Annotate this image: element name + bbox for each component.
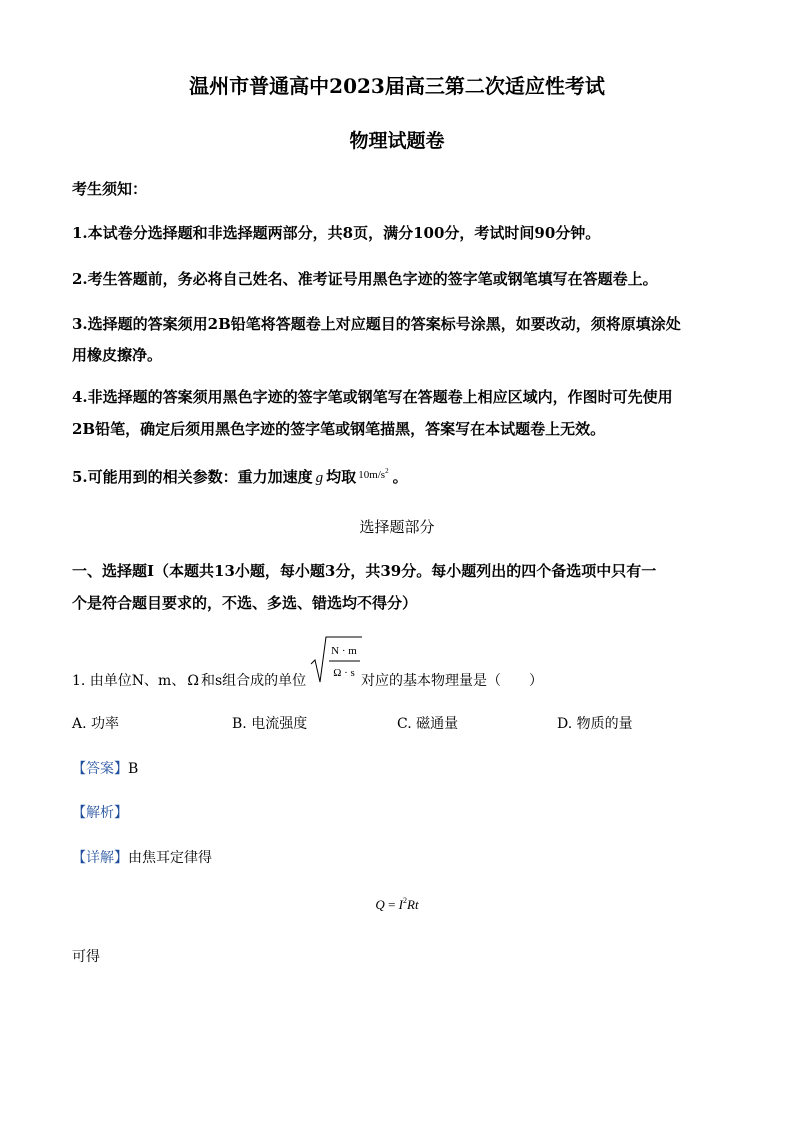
question-1-stem: [72, 670, 306, 690]
question-1-stem-prefix: 1. 由单位N、m、: [72, 673, 186, 689]
gravity-value-text: 10m/s: [358, 469, 386, 481]
notice-item-3-cont: 用橡皮擦净。: [72, 346, 163, 364]
omega-symbol: Ω: [187, 673, 199, 689]
notice-item-4-cont: 2B铅笔，确定后须用黑色字迹的签字笔或钢笔描黑，答案写在本试题卷上无效。: [72, 420, 606, 438]
result-text: 可得: [72, 949, 100, 965]
notice-item-5: [72, 466, 408, 487]
gravity-value-exponent: 2: [385, 467, 389, 475]
notice-item-4: 4.非选择题的答案须用黑色字迹的签字笔或钢笔写在答题卷上相应区域内，作图时可先使用: [72, 388, 673, 406]
sqrt-fraction-formula: [309, 634, 363, 686]
answer-line: [72, 758, 138, 778]
notice-item-3: 3.选择题的答案须用2B铅笔将答题卷上对应题目的答案标号涂黑，如要改动，须将原填涂处: [72, 315, 681, 333]
option-a: A. 功率: [72, 716, 120, 732]
notice-item-5-mid: 均取: [326, 468, 357, 486]
gravity-symbol: g: [315, 470, 324, 486]
option-c: C. 磁通量: [397, 716, 459, 732]
formula-lhs: Q: [375, 897, 385, 912]
section-title: 选择题部分: [359, 518, 435, 536]
fraction-denominator: Ω · s: [333, 667, 355, 679]
question-1-stem-suffix: 对应的基本物理量是（ ）: [361, 673, 543, 689]
answer-value: B: [128, 761, 139, 777]
formula-current: I: [398, 897, 403, 912]
gravity-value: [356, 469, 388, 481]
notice-heading: 考生须知：: [72, 180, 148, 198]
document-title: 温州市普通高中2023届高三第二次适应性考试: [189, 74, 605, 98]
detail-tag: 【详解】: [72, 850, 128, 866]
option-d: D. 物质的量: [557, 716, 633, 732]
part-instructions-line-2: 个是符合题目要求的，不选、多选、错选均不得分）: [72, 594, 418, 612]
fraction-numerator: N · m: [331, 645, 357, 657]
formula-exponent: 2: [403, 896, 407, 905]
part-instructions-line-1: 一、选择题Ⅰ（本题共13小题，每小题3分，共39分。每小题列出的四个备选项中只有一: [72, 562, 657, 580]
formula-rest: Rt: [407, 897, 419, 912]
notice-item-5-prefix: 5.可能用到的相关参数：重力加速度: [72, 468, 313, 486]
question-1-stem-mid: 和s组合成的单位: [200, 673, 307, 689]
formula-equals: =: [384, 897, 399, 912]
document-subtitle: 物理试题卷: [349, 130, 445, 152]
notice-item-5-end: 。: [392, 468, 408, 486]
notice-item-2: 2.考生答题前，务必将自己姓名、准考证号用黑色字迹的签字笔或钢笔填写在答题卷上。: [72, 270, 658, 288]
detail-text: 由焦耳定律得: [128, 850, 212, 866]
option-b: B. 电流强度: [232, 716, 308, 732]
analysis-tag: 【解析】: [72, 805, 128, 821]
detail-line: [72, 847, 212, 867]
joule-law-formula: [0, 896, 794, 913]
notice-item-1: 1.本试卷分选择题和非选择题两部分，共8页，满分100分，考试时间90分钟。: [72, 224, 601, 242]
answer-tag: 【答案】: [72, 761, 128, 777]
